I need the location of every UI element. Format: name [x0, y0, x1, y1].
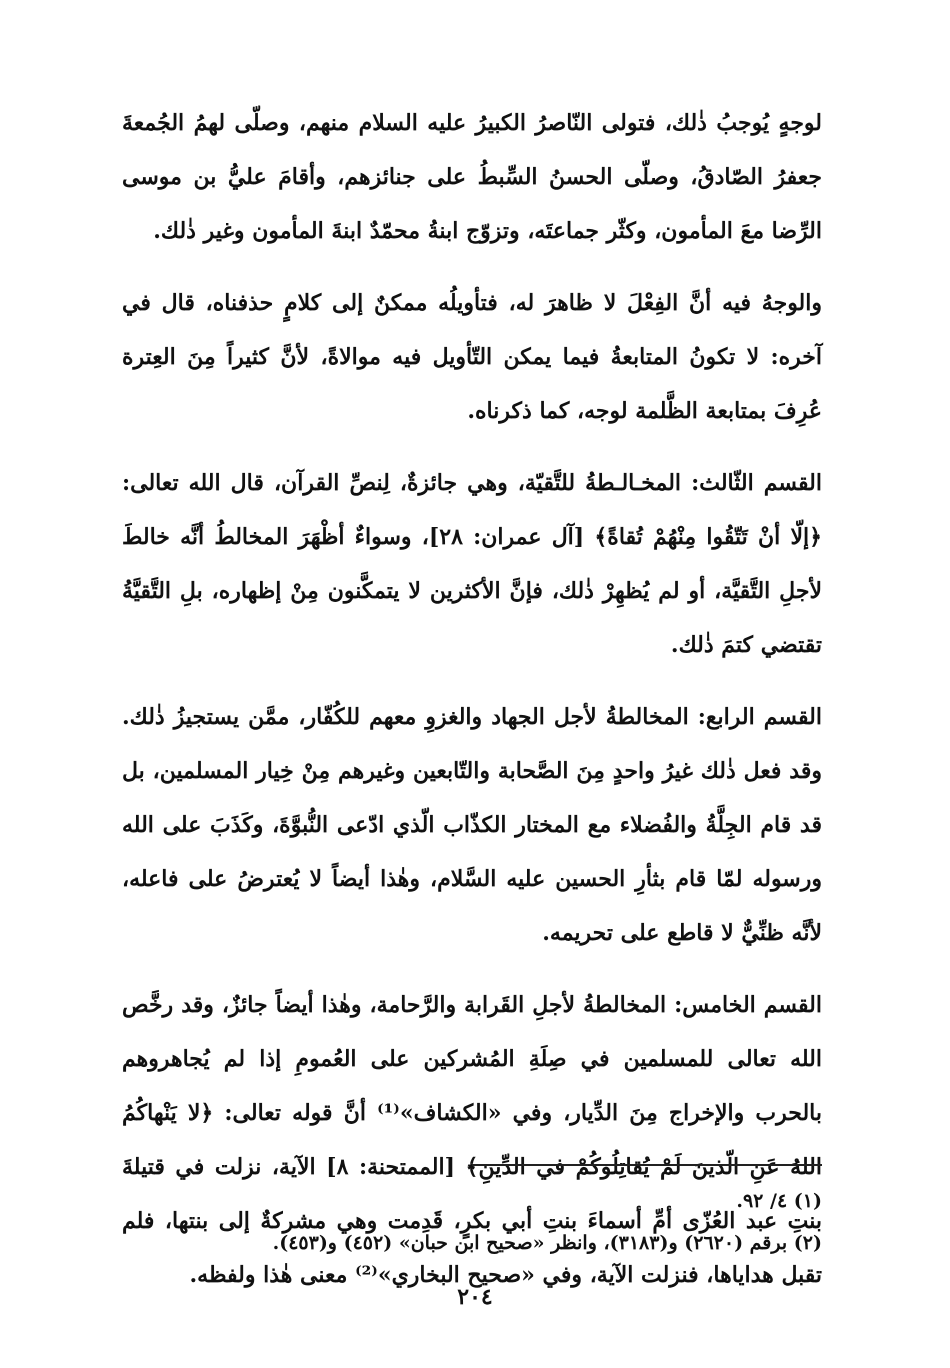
- footnotes: [122, 1180, 822, 1264]
- footnote-divider: [472, 1164, 822, 1166]
- paragraph-1: لوجهٍ يُوجبُ ذٰلك، فتولى النّاصرُ الكبيرُ عليه السلام منهم، وصلّى لهمُ الجُمعةَ جعفرُ الصّادقُ، وصلّى الحسنُ السِّبطُ على جنائزهم، وأقامَ عليُّ بن موسى الرِّضا معَ المأمون، وكثّر جماعتَه، وتزوّج ابنةُ محمّدٌ ابنةَ المأمون وغير ذٰلك.: [122, 110, 822, 244]
- paragraph-5: القسم الخامس: المخالطةُ لأجلِ القَرابة والرَّحامة، وهٰذا أيضاً جائزٌ، وقد رخَّص الله تعالى للمسلمين في صِلَةِ المُشركين على العُمومِ إذا لم يُجاهروهم بالحرب والإخراج مِنَ الدِّيار، وفي «الكشاف»⁽¹⁾ أنَّ قوله تعالى: ﴿لا يَنْهاكُمُ اللهُ عَنِ الّذينَ لَمْ يُقاتِلُوكُمْ في الدِّينِ﴾ [الممتحنة: ٨] الآية، نزلت في قتيلةَ بنتِ عبد العُزّى أمِّ أسماءَ بنتِ أبي بكرٍ، قَدِمت وهي مشركةٌ إلى بنتها، فلم تقبل هداياها، فنزلت الآية، وفي «صحيح البخاري»⁽²⁾ معنى هٰذا ولفظه.: [122, 992, 822, 1288]
- footnote-2: (٢) برقم (٢٦٢٠) و(٣١٨٣)، وانظر «صحيح ابن حبان» (٤٥٢) و(٤٥٣).: [272, 1232, 822, 1254]
- page-body: [122, 96, 822, 1320]
- footnote-1: (١) ٤/ ٩٢.: [736, 1190, 822, 1212]
- page-number: ٢٠٤: [457, 1284, 493, 1310]
- paragraph-4: القسم الرابع: المخالطةُ لأجل الجهاد والغزوِ معهم للكُفّار، ممَّن يستجيزُ ذٰلك. وقد فعل ذٰلك غيرُ واحدٍ مِنَ الصَّحابة والتّابعين وغيرهم مِنْ خِيار المسلمين، بل قد قام الجِلَّةُ والفُضلاء مع المختار الكذّاب الّذي ادّعى النُّبوَّةَ، وكَذَبَ على الله ورسوله لمّا قام بثأرِ الحسين عليه السَّلام، وهٰذا أيضاً لا يُعترضُ على فاعله، لأنَّه ظنِّيٌّ لا قاطع على تحريمه.: [122, 704, 822, 946]
- paragraph-3: القسم الثّالث: المخـالـطةُ للتَّقيّة، وهي جائزةٌ، لِنصِّ القرآن، قال الله تعالى: ﴿إلّا أنْ تَتّقُوا مِنْهُمْ تُقاةً﴾ [آل عمران: ٢٨]، وسواءٌ أظْهَرَ المخالطُ أنَّه خالطَ لأجلِ التَّقيَّة، أو لم يُظهِرْ ذٰلك، فإنَّ الأكثرين لا يتمكَّنون مِنْ إظهاره، بلِ التَّقيَّةُ تقتضي كتمَ ذٰلك.: [122, 470, 822, 658]
- paragraph-2: والوجهُ فيه أنَّ الفِعْلَ لا ظاهرَ له، فتأويلُه ممكنٌ إلى كلامٍ حذفناه، قال في آخره: لا تكونُ المتابعةُ فيما يمكن التّأويل فيه موالاةً، لأنَّ كثيراً مِنَ العِترة عُرِفَ بمتابعة الظَّلمة لوجه، كما ذكرناه.: [122, 290, 822, 424]
